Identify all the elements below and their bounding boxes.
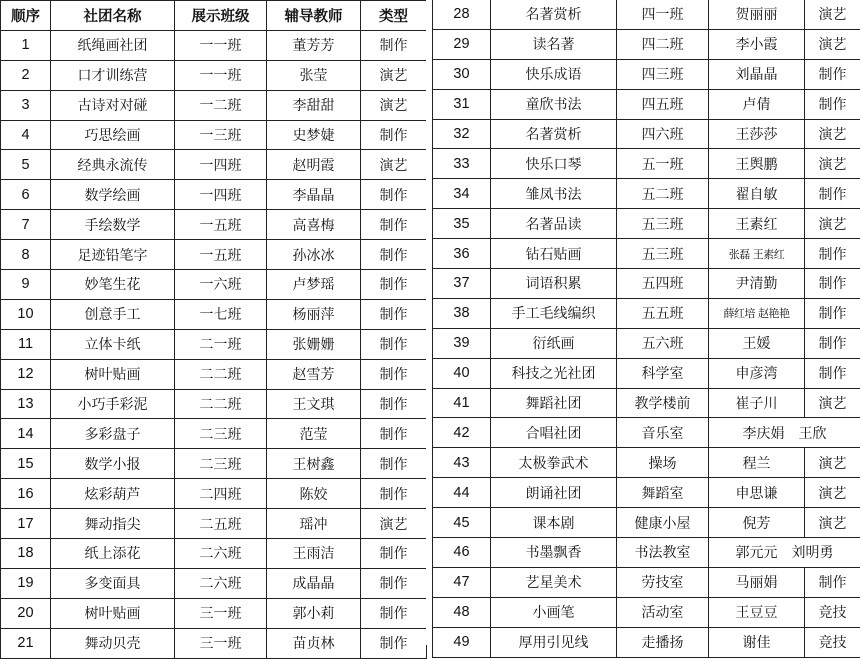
table-row — [1, 180, 427, 210]
cell-teacher: 瑶冲 — [267, 509, 361, 539]
table-row — [433, 269, 860, 299]
cell-type: 制作 — [805, 328, 860, 358]
cell-order: 46 — [433, 538, 491, 568]
cell-class: 活动室 — [617, 597, 709, 627]
cell-order: 49 — [433, 627, 491, 657]
table-row — [1, 539, 427, 569]
cell-order: 11 — [1, 329, 51, 359]
cell-order: 15 — [1, 449, 51, 479]
table-row — [433, 149, 860, 179]
cell-type: 竞技 — [805, 597, 860, 627]
table-row — [1, 419, 427, 449]
cell-teacher: 王舆鹏 — [709, 149, 805, 179]
cell-order: 3 — [1, 90, 51, 120]
cell-club-name: 炫彩葫芦 — [51, 479, 175, 509]
cell-order: 1 — [1, 30, 51, 60]
table-row — [1, 449, 427, 479]
cell-club-name: 读名著 — [491, 29, 617, 59]
cell-teacher: 陈姣 — [267, 479, 361, 509]
cell-type: 制作 — [361, 210, 427, 240]
cell-teacher: 王树鑫 — [267, 449, 361, 479]
cell-club-name: 手工毛线编织 — [491, 298, 617, 328]
cell-order: 35 — [433, 209, 491, 239]
cell-type: 制作 — [361, 628, 427, 658]
cell-teacher: 崔子川 — [709, 388, 805, 418]
cell-club-name: 树叶贴画 — [51, 359, 175, 389]
cell-club-name: 纸绳画社团 — [51, 30, 175, 60]
cell-class: 一五班 — [175, 210, 267, 240]
table-row — [433, 448, 860, 478]
table-row — [1, 90, 427, 120]
cell-type: 演艺 — [805, 209, 860, 239]
cell-order: 34 — [433, 179, 491, 209]
cell-teacher: 李晶晶 — [267, 180, 361, 210]
cell-teacher: 范莹 — [267, 419, 361, 449]
header-type: 类型 — [361, 1, 427, 31]
cell-club-name: 口才训练营 — [51, 60, 175, 90]
cell-order: 8 — [1, 240, 51, 270]
cell-teacher: 王豆豆 — [709, 597, 805, 627]
cell-order: 40 — [433, 358, 491, 388]
cell-club-name: 快乐口琴 — [491, 149, 617, 179]
cell-club-name: 名著品读 — [491, 209, 617, 239]
cell-type: 制作 — [805, 179, 860, 209]
cell-class: 四六班 — [617, 119, 709, 149]
cell-order: 5 — [1, 150, 51, 180]
table-row — [433, 567, 860, 597]
cell-teacher: 尹清勤 — [709, 269, 805, 299]
table-row — [433, 358, 860, 388]
cell-class: 一一班 — [175, 30, 267, 60]
cell-club-name: 古诗对对碰 — [51, 90, 175, 120]
cell-class: 科学室 — [617, 358, 709, 388]
table-row — [1, 628, 427, 658]
cell-teacher: 程兰 — [709, 448, 805, 478]
cell-teacher: 李庆娟 王欣 — [709, 418, 860, 448]
cell-order: 28 — [433, 0, 491, 29]
cell-type: 竞技 — [805, 627, 860, 657]
cell-order: 44 — [433, 478, 491, 508]
cell-teacher: 赵雪芳 — [267, 359, 361, 389]
cell-type: 制作 — [361, 270, 427, 300]
cell-class: 四五班 — [617, 89, 709, 119]
cell-type: 制作 — [361, 419, 427, 449]
cell-teacher: 郭小莉 — [267, 598, 361, 628]
cell-teacher: 申彦湾 — [709, 358, 805, 388]
cell-teacher: 杨丽萍 — [267, 299, 361, 329]
cell-class: 五三班 — [617, 239, 709, 269]
cell-teacher: 王雨洁 — [267, 539, 361, 569]
cell-class: 四二班 — [617, 29, 709, 59]
cell-club-name: 课本剧 — [491, 508, 617, 538]
cell-type: 制作 — [361, 329, 427, 359]
cell-class: 二六班 — [175, 568, 267, 598]
table-row — [433, 328, 860, 358]
cell-order: 14 — [1, 419, 51, 449]
cell-class: 五五班 — [617, 298, 709, 328]
cell-club-name: 太极拳武术 — [491, 448, 617, 478]
cell-order: 38 — [433, 298, 491, 328]
cell-type: 制作 — [805, 298, 860, 328]
cell-order: 10 — [1, 299, 51, 329]
cell-teacher: 贺丽丽 — [709, 0, 805, 29]
cell-order: 16 — [1, 479, 51, 509]
cell-type: 制作 — [361, 180, 427, 210]
table-row — [433, 627, 860, 657]
cell-class: 二六班 — [175, 539, 267, 569]
table-header-row — [1, 1, 427, 31]
cell-type: 演艺 — [361, 509, 427, 539]
table-row — [433, 298, 860, 328]
cell-club-name: 手绘数学 — [51, 210, 175, 240]
cell-order: 2 — [1, 60, 51, 90]
cell-class: 二三班 — [175, 449, 267, 479]
table-row — [433, 89, 860, 119]
table-row — [433, 239, 860, 269]
cell-type: 演艺 — [805, 29, 860, 59]
cell-club-name: 舞动指尖 — [51, 509, 175, 539]
cell-teacher: 王素红 — [709, 209, 805, 239]
cell-teacher: 卢倩 — [709, 89, 805, 119]
cell-club-name: 树叶贴画 — [51, 598, 175, 628]
cell-club-name: 创意手工 — [51, 299, 175, 329]
table-row — [1, 568, 427, 598]
cell-club-name: 舞动贝壳 — [51, 628, 175, 658]
cell-teacher: 薛红培 赵艳艳 — [709, 298, 805, 328]
cell-type: 制作 — [361, 120, 427, 150]
cell-class: 舞蹈室 — [617, 478, 709, 508]
table-row — [433, 0, 860, 29]
table-row — [1, 598, 427, 628]
cell-order: 47 — [433, 567, 491, 597]
header-class: 展示班级 — [175, 1, 267, 31]
cell-club-name: 衍纸画 — [491, 328, 617, 358]
cell-club-name: 数学小报 — [51, 449, 175, 479]
cell-order: 4 — [1, 120, 51, 150]
cell-teacher: 张磊 王素红 — [709, 239, 805, 269]
cell-type: 制作 — [805, 59, 860, 89]
cell-club-name: 多变面具 — [51, 568, 175, 598]
table-row — [433, 478, 860, 508]
cell-teacher: 赵明霞 — [267, 150, 361, 180]
cell-type: 制作 — [361, 299, 427, 329]
cell-class: 操场 — [617, 448, 709, 478]
cell-class: 五二班 — [617, 179, 709, 209]
cell-order: 32 — [433, 119, 491, 149]
cell-class: 五四班 — [617, 269, 709, 299]
header-club-name: 社团名称 — [51, 1, 175, 31]
cell-class: 五六班 — [617, 328, 709, 358]
table-row — [433, 59, 860, 89]
table-row — [433, 119, 860, 149]
cell-order: 42 — [433, 418, 491, 448]
cell-class: 三一班 — [175, 598, 267, 628]
cell-club-name: 小画笔 — [491, 597, 617, 627]
cell-teacher: 李甜甜 — [267, 90, 361, 120]
cell-club-name: 经典永流传 — [51, 150, 175, 180]
cell-type: 演艺 — [805, 0, 860, 29]
cell-club-name: 巧思绘画 — [51, 120, 175, 150]
cell-teacher: 倪芳 — [709, 508, 805, 538]
cell-order: 7 — [1, 210, 51, 240]
cell-order: 33 — [433, 149, 491, 179]
cell-teacher: 卢梦瑶 — [267, 270, 361, 300]
cell-club-name: 艺星美术 — [491, 567, 617, 597]
table-row — [1, 359, 427, 389]
cell-teacher: 王文琪 — [267, 389, 361, 419]
cell-type: 演艺 — [805, 508, 860, 538]
table-row — [1, 389, 427, 419]
cell-class: 四三班 — [617, 59, 709, 89]
table-row — [1, 210, 427, 240]
cell-type: 演艺 — [361, 60, 427, 90]
cell-order: 6 — [1, 180, 51, 210]
cell-club-name: 舞蹈社团 — [491, 388, 617, 418]
table-row — [1, 270, 427, 300]
table-row — [433, 179, 860, 209]
table-row — [433, 418, 860, 448]
table-row — [433, 508, 860, 538]
cell-order: 31 — [433, 89, 491, 119]
cell-type: 制作 — [805, 269, 860, 299]
cell-class: 一三班 — [175, 120, 267, 150]
cell-order: 45 — [433, 508, 491, 538]
cell-type: 制作 — [361, 568, 427, 598]
cell-class: 走播扬 — [617, 627, 709, 657]
header-teacher: 辅导教师 — [267, 1, 361, 31]
cell-class: 教学楼前 — [617, 388, 709, 418]
cell-type: 制作 — [361, 598, 427, 628]
cell-class: 五三班 — [617, 209, 709, 239]
cell-type: 制作 — [361, 30, 427, 60]
cell-order: 39 — [433, 328, 491, 358]
cell-order: 17 — [1, 509, 51, 539]
cell-type: 制作 — [361, 479, 427, 509]
table-row — [433, 597, 860, 627]
cell-class: 二五班 — [175, 509, 267, 539]
cell-type: 制作 — [805, 89, 860, 119]
cell-order: 12 — [1, 359, 51, 389]
cell-type: 制作 — [361, 389, 427, 419]
cell-club-name: 立体卡纸 — [51, 329, 175, 359]
cell-teacher: 申思谦 — [709, 478, 805, 508]
cell-class: 二二班 — [175, 389, 267, 419]
cell-teacher: 谢佳 — [709, 627, 805, 657]
cell-class: 健康小屋 — [617, 508, 709, 538]
cell-teacher: 董芳芳 — [267, 30, 361, 60]
cell-type: 制作 — [361, 359, 427, 389]
cell-type: 制作 — [361, 449, 427, 479]
table-row — [433, 209, 860, 239]
cell-club-name: 名著赏析 — [491, 0, 617, 29]
cell-class: 二二班 — [175, 359, 267, 389]
cell-club-name: 书墨飘香 — [491, 538, 617, 568]
cell-order: 29 — [433, 29, 491, 59]
cell-type: 演艺 — [805, 149, 860, 179]
cell-club-name: 数学绘画 — [51, 180, 175, 210]
cell-club-name: 朗诵社团 — [491, 478, 617, 508]
cell-class: 一五班 — [175, 240, 267, 270]
cell-club-name: 多彩盘子 — [51, 419, 175, 449]
cell-class: 书法教室 — [617, 538, 709, 568]
cell-class: 一二班 — [175, 90, 267, 120]
cell-type: 演艺 — [805, 388, 860, 418]
cell-club-name: 钻石贴画 — [491, 239, 617, 269]
cell-club-name: 词语积累 — [491, 269, 617, 299]
header-order: 顺序 — [1, 1, 51, 31]
cell-order: 37 — [433, 269, 491, 299]
club-table-right — [432, 0, 860, 658]
table-row — [1, 60, 427, 90]
club-table-left — [0, 0, 427, 659]
cell-club-name: 厚用引见线 — [491, 627, 617, 657]
cell-club-name: 足迹铅笔字 — [51, 240, 175, 270]
cell-club-name: 合唱社团 — [491, 418, 617, 448]
cell-club-name: 妙笔生花 — [51, 270, 175, 300]
cell-type: 演艺 — [805, 478, 860, 508]
table-row — [1, 150, 427, 180]
table-row — [433, 388, 860, 418]
cell-class: 一六班 — [175, 270, 267, 300]
cell-type: 制作 — [805, 567, 860, 597]
cell-class: 五一班 — [617, 149, 709, 179]
cell-class: 二一班 — [175, 329, 267, 359]
cell-type: 制作 — [361, 539, 427, 569]
cell-class: 二三班 — [175, 419, 267, 449]
cell-teacher: 张姗姗 — [267, 329, 361, 359]
cell-order: 30 — [433, 59, 491, 89]
cell-teacher: 郭元元 刘明勇 — [709, 538, 860, 568]
cell-teacher: 刘晶晶 — [709, 59, 805, 89]
table-row — [1, 240, 427, 270]
cell-teacher: 孙冰冰 — [267, 240, 361, 270]
cell-teacher: 王莎莎 — [709, 119, 805, 149]
cell-class: 一七班 — [175, 299, 267, 329]
cell-club-name: 快乐成语 — [491, 59, 617, 89]
cell-club-name: 纸上添花 — [51, 539, 175, 569]
cell-class: 一一班 — [175, 60, 267, 90]
cell-type: 演艺 — [805, 119, 860, 149]
cell-class: 音乐室 — [617, 418, 709, 448]
cell-class: 四一班 — [617, 0, 709, 29]
table-row — [1, 479, 427, 509]
cell-club-name: 名著赏析 — [491, 119, 617, 149]
cell-club-name: 雏凤书法 — [491, 179, 617, 209]
cell-order: 21 — [1, 628, 51, 658]
cell-teacher: 苗贞林 — [267, 628, 361, 658]
cell-teacher: 张莹 — [267, 60, 361, 90]
cell-order: 19 — [1, 568, 51, 598]
cell-type: 演艺 — [361, 90, 427, 120]
table-row — [1, 329, 427, 359]
cell-teacher: 高喜梅 — [267, 210, 361, 240]
cell-club-name: 科技之光社团 — [491, 358, 617, 388]
cell-order: 20 — [1, 598, 51, 628]
cell-club-name: 小巧手彩泥 — [51, 389, 175, 419]
cell-teacher: 王媛 — [709, 328, 805, 358]
table-row — [1, 299, 427, 329]
table-row — [1, 509, 427, 539]
cell-teacher: 成晶晶 — [267, 568, 361, 598]
table-row — [433, 29, 860, 59]
cell-class: 一四班 — [175, 180, 267, 210]
cell-teacher: 翟自敏 — [709, 179, 805, 209]
cell-class: 二四班 — [175, 479, 267, 509]
cell-order: 43 — [433, 448, 491, 478]
cell-order: 9 — [1, 270, 51, 300]
cell-order: 48 — [433, 597, 491, 627]
cell-teacher: 李小霞 — [709, 29, 805, 59]
cell-type: 演艺 — [361, 150, 427, 180]
cell-class: 一四班 — [175, 150, 267, 180]
cell-order: 41 — [433, 388, 491, 418]
cell-club-name: 童欣书法 — [491, 89, 617, 119]
cell-type: 制作 — [361, 240, 427, 270]
cell-type: 制作 — [805, 358, 860, 388]
cell-class: 三一班 — [175, 628, 267, 658]
cell-teacher: 马丽娟 — [709, 567, 805, 597]
table-row — [1, 120, 427, 150]
cell-type: 制作 — [805, 239, 860, 269]
cell-order: 18 — [1, 539, 51, 569]
cell-teacher: 史梦婕 — [267, 120, 361, 150]
cell-type: 演艺 — [805, 448, 860, 478]
table-row — [1, 30, 427, 60]
cell-class: 劳技室 — [617, 567, 709, 597]
table-row — [433, 538, 860, 568]
cell-order: 36 — [433, 239, 491, 269]
cell-order: 13 — [1, 389, 51, 419]
